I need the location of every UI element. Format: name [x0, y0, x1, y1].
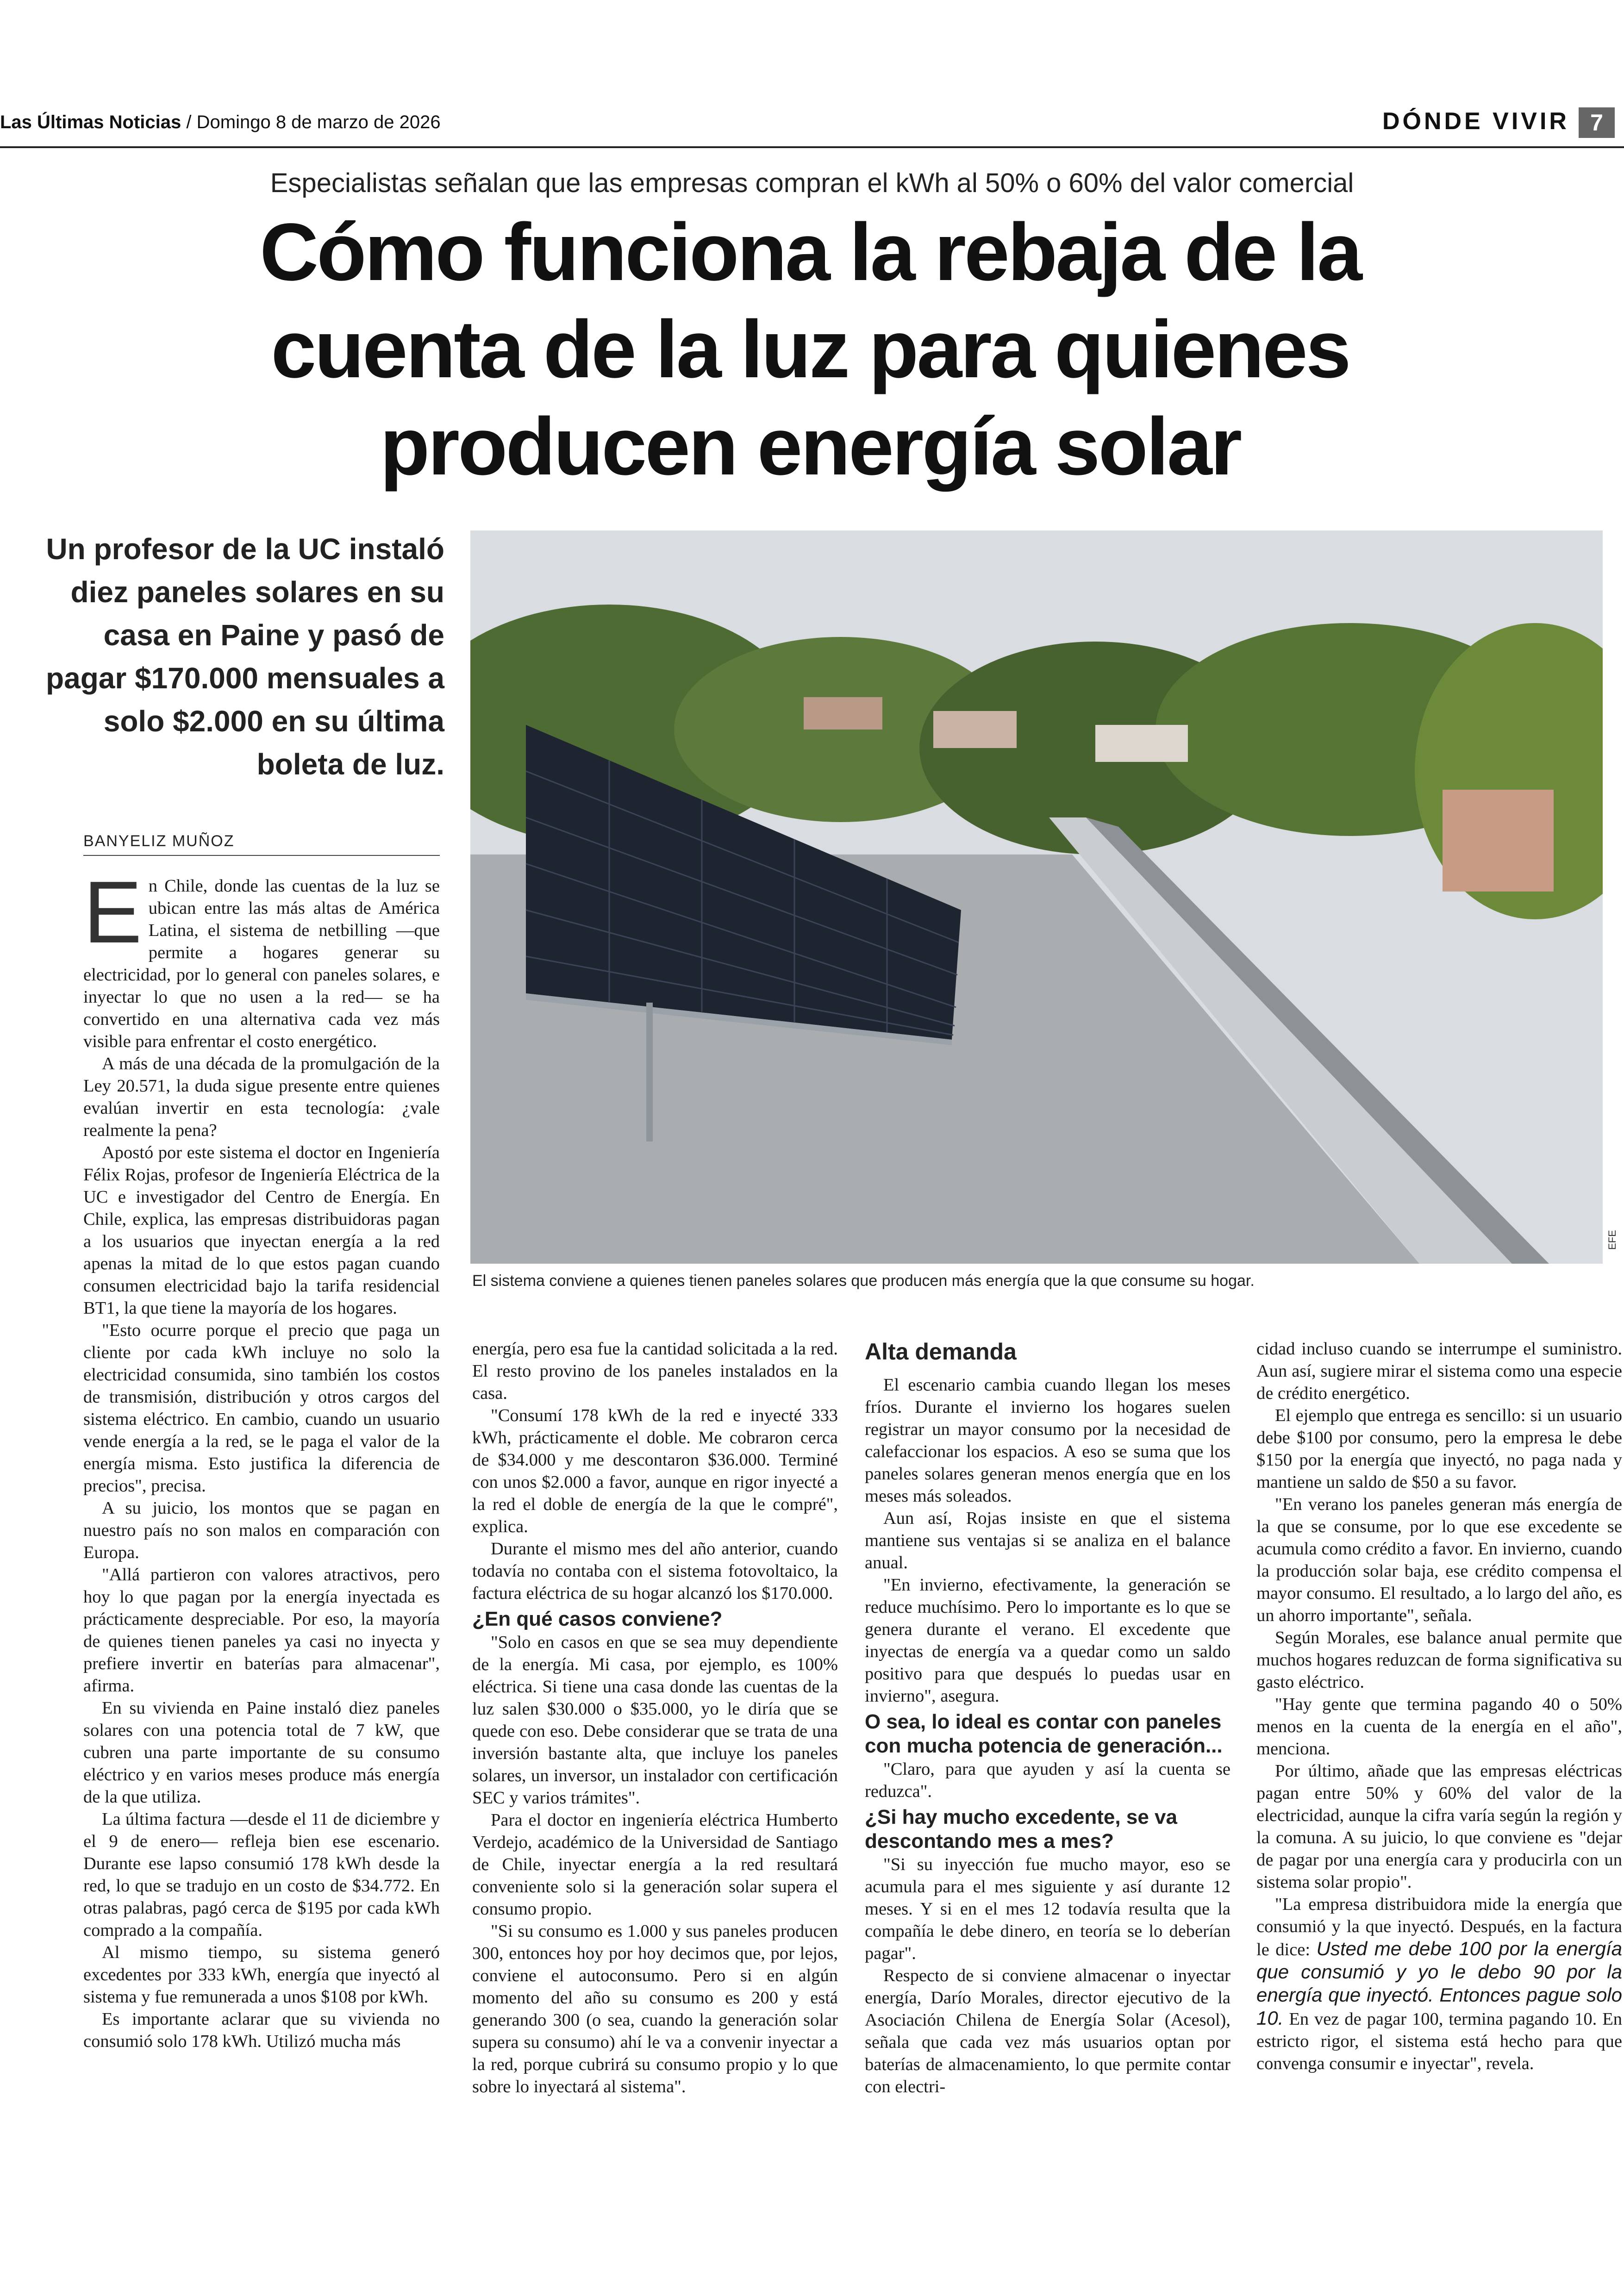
paragraph: La última factura —desde el 11 de diciembre y el 9 de enero— refleja bien ese escenario. Durante ese lapso consumió 178 kWh desde la red, lo que se tradujo en un costo de $34.772. En otras palabras, pagó cerca de $195 por cada kWh comprado a la compañía.	[83, 1809, 440, 1940]
article-photo	[470, 530, 1603, 1264]
paragraph: "Consumí 178 kWh de la red e inyecté 333 kWh, prácticamente el doble. Me cobraron cerca de $34.000 y me descontaron $36.000. Terminé con unos $2.000 a favor, aunque en rigor inyecté a la red el doble de energía de la que le compré", explica.	[472, 1406, 838, 1536]
page-number: 7	[1579, 107, 1615, 138]
paragraph: Es importante aclarar que su vivienda no consumió solo 178 kWh. Utilizó mucha más	[83, 2009, 440, 2051]
paragraph: Según Morales, ese balance anual permite que muchos hogares reduzcan de forma significativa su gasto eléctrico.	[1256, 1628, 1622, 1692]
paragraph: El escenario cambia cuando llegan los meses fríos. Durante el invierno los hogares suelen registrar un mayor consumo por la necesidad de calefaccionar los espacios. A eso se suma que los paneles solares generan menos energía que en los meses más soleados.	[865, 1375, 1230, 1506]
solar-panels-photo-illustration	[470, 530, 1603, 1264]
paragraph: cidad incluso cuando se interrumpe el suministro. Aun así, sugiere mirar el sistema como una especie de crédito energético.	[1256, 1339, 1622, 1403]
byline: BANYELIZ MUÑOZ	[83, 832, 440, 856]
paragraph-text: En vez de pagar 100, termina pagando 10. En estricto rigor, el sistema está hecho para que convenga consumir e inyectar", revela.	[1256, 2009, 1622, 2073]
paragraph: Respecto de si conviene almacenar o inyectar energía, Darío Morales, director ejecutivo de la Asociación Chilena de Energía Solar (Acesol), señala que cada vez más usuarios optan por baterías de almacenamiento, lo que permite contar con electri-	[865, 1966, 1230, 2096]
paragraph: Al mismo tiempo, su sistema generó excedentes por 333 kWh, energía que inyectó al sistema y fue remunerada a unos $108 por kWh.	[83, 1943, 440, 2007]
paragraph: Para el doctor en ingeniería eléctrica Humberto Verdejo, académico de la Universidad de Santiago de Chile, inyectar energía a la red resultará conveniente solo si la generación solar supera el consumo propio.	[472, 1810, 838, 1919]
interview-question: ¿Si hay mucho excedente, se va descontando mes a mes?	[865, 1806, 1177, 1852]
kicker: Especialistas señalan que las empresas compran el kWh al 50% o 60% del valor comercial	[270, 168, 1354, 198]
subheading: Alta demanda	[865, 1339, 1017, 1365]
issue-date: Domingo 8 de marzo de 2026	[196, 112, 441, 132]
newspaper-name: Las Últimas Noticias	[0, 112, 181, 132]
deck: Un profesor de la UC instaló diez paneles solares en su casa en Paine y pasó de pagar $170.000 mensuales a solo $2.000 en su última boleta de luz.	[46, 532, 444, 781]
paragraph: A más de una década de la promulgación de la Ley 20.571, la duda sigue presente entre quienes evalúan invertir en esta tecnología: ¿vale realmente la pena?	[83, 1054, 440, 1140]
paragraph: "Hay gente que termina pagando 40 o 50% menos en la cuenta de la energía en el año", menciona.	[1256, 1695, 1622, 1759]
headline: Cómo funciona la rebaja de la cuenta de la luz para quienes producen energía solar	[260, 207, 1361, 492]
paragraph	[83, 863, 440, 1053]
paragraph: En su vivienda en Paine instaló diez paneles solares con una potencia total de 7 kW, que cubren una parte importante de su consumo eléctrico y en varios meses produce más energía de la que utiliza.	[83, 1698, 440, 1807]
article-column-3	[865, 1338, 1230, 2098]
article-column-2	[472, 1338, 838, 2098]
paragraph	[1256, 1893, 1622, 2075]
paragraph: "Si su inyección fue mucho mayor, eso se acumula para el mes siguiente y así durante 12 meses. Y si en el mes 12 todavía resulta que la compañía le debe dinero, en teoría se lo deberían pagar".	[865, 1855, 1230, 1963]
masthead-rule	[0, 146, 1624, 148]
italic-quote: Usted me debe 100 por la energía que consumió y yo le debo 90 por la energía que inyectó. Entonces pague solo 10.	[1256, 1938, 1622, 2029]
masthead-left	[0, 112, 441, 133]
interview-question: O sea, lo ideal es contar con paneles con mucha potencia de generación...	[865, 1710, 1223, 1757]
section-name: DÓNDE VIVIR	[1382, 108, 1569, 135]
paragraph: energía, pero esa fue la cantidad solicitada a la red. El resto provino de los paneles instalados en la casa.	[472, 1339, 838, 1403]
paragraph: "En invierno, efectivamente, la generación se reduce muchísimo. Pero lo importante es lo que se genera durante el verano. El excedente que inyectas de energía va a quedar como un saldo positivo para que después lo puedas usar en invierno", asegura.	[865, 1575, 1230, 1706]
paragraph: Aun así, Rojas insiste en que el sistema mantiene sus ventajas si se analiza en el balance anual.	[865, 1509, 1230, 1572]
paragraph: "Solo en casos en que se sea muy dependiente de la energía. Mi casa, por ejemplo, es 100% eléctrica. Si tiene una casa donde las cuentas de la luz salen $30.000 o $35.000, yo le diría que se quede con eso. Debe considerar que se trata de una inversión bastante alta, que incluye los paneles solares, un inversor, un instalador con certificación SEC y varios trámites".	[472, 1633, 838, 1808]
paragraph: A su juicio, los montos que se pagan en nuestro país no son malos en comparación con Europa.	[83, 1498, 440, 1562]
paragraph: "En verano los paneles generan más energía de la que se consume, por lo que ese excedente se acumula como crédito a favor. En invierno, cuando la producción solar baja, ese crédito compensa el mayor consumo. El resultado, a lo largo del año, es un ahorro importante", señala.	[1256, 1495, 1622, 1625]
paragraph: Por último, añade que las empresas eléctricas pagan entre 50% y 60% del valor de la electricidad, aunque la cifra varía según la región y la comuna. A su juicio, lo que conviene es "dejar de pagar por una energía cara y producirla con un sistema solar propio".	[1256, 1761, 1622, 1892]
paragraph: Apostó por este sistema el doctor en Ingeniería Félix Rojas, profesor de Ingeniería Eléctrica de la UC e investigador del Centro de Energía. En Chile, explica, las empresas distribuidoras pagan a los usuarios que inyectan energía a la red apenas la mitad de lo que estos pagan cuando consumen electricidad bajo la tarifa residencial BT1, la que tiene la mayoría de los hogares.	[83, 1143, 440, 1318]
interview-question: ¿En qué casos conviene?	[472, 1608, 723, 1630]
paragraph: "Si su consumo es 1.000 y sus paneles producen 300, entonces hoy por hoy decimos que, por lejos, conviene el autoconsumo. Pero si en algún momento del año su consumo es 200 y está generando 300 (o sea, cuando la generación solar supera su consumo) ahí le va a convenir inyectar a la red, porque cubrirá su consumo propio y lo que sobre lo inyectará al sistema".	[472, 1921, 838, 2096]
article-column-1	[83, 863, 440, 2052]
photo-caption: El sistema conviene a quienes tienen paneles solares que producen más energía que la que consume su hogar.	[472, 1272, 1255, 1290]
drop-cap: E	[83, 863, 142, 961]
paragraph: "Claro, para que ayuden y así la cuenta se reduzca".	[865, 1759, 1230, 1801]
paragraph-text: "La empresa distribuidora mide la energía que consumió y la que inyectó. Después, en la factura le dice:	[1256, 1895, 1622, 1959]
paragraph: Durante el mismo mes del año anterior, cuando todavía no contaba con el sistema fotovoltaico, la factura eléctrica de su hogar alcanzó los $170.000.	[472, 1539, 838, 1603]
photo-credit: EFE	[1606, 1230, 1618, 1250]
paragraph: "Allá partieron con valores atractivos, pero hoy lo que pagan por la energía inyectada es prácticamente despreciable. Por eso, la mayoría de quienes tienen paneles ya casi no inyecta y prefiere invertir en baterías para almacenar", afirma.	[83, 1565, 440, 1696]
paragraph-text: n Chile, donde las cuentas de la luz se ubican entre las más altas de América Latina, el sistema de netbilling —que permite a hogares generar su electricidad, por lo general con paneles solares, e inyectar lo que no usen a la red— se ha convertido en una alternativa cada vez más visible para enfrentar el costo energético.	[83, 876, 440, 1051]
paragraph: El ejemplo que entrega es sencillo: si un usuario debe $100 por consumo, pero la empresa le debe $150 por la energía que inyectó, no paga nada y mantiene un saldo de $50 a su favor.	[1256, 1406, 1622, 1492]
article-column-4	[1256, 1338, 1622, 2075]
paragraph: "Esto ocurre porque el precio que paga un cliente por cada kWh incluye no solo la electricidad consumida, sino también los costos de transmisión, distribución y otros cargos del sistema eléctrico. En cambio, cuando un usuario vende energía a la red, se le paga el valor de la energía misma. Esto justifica la diferencia de precios", precisa.	[83, 1321, 440, 1496]
masthead-separator: /	[186, 112, 192, 132]
